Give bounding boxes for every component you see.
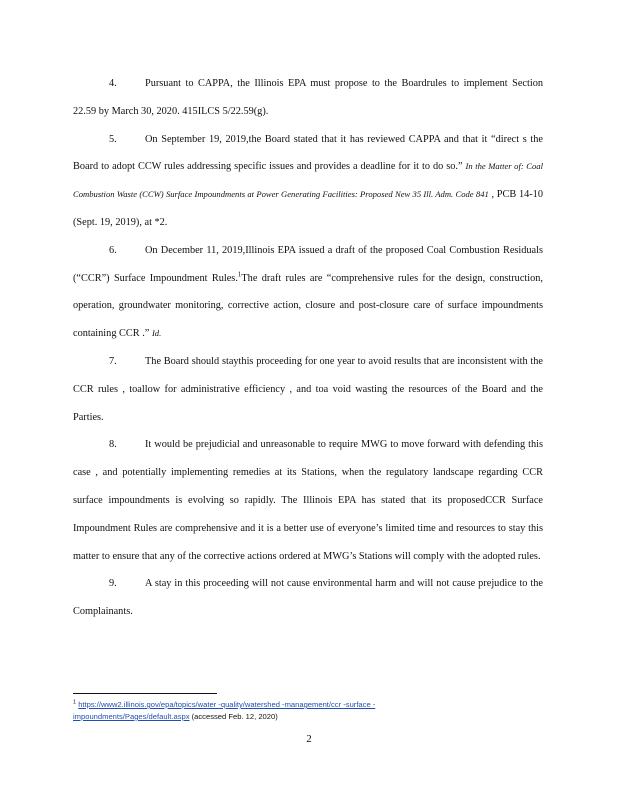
paragraph-text: On December 11, 2019,Illinois EPA issued a draft of the proposed Coal Combustion Residuals (“CCR”) Surface Impoundment Rules. [73,244,543,284]
footnote-reference[interactable]: 1 [237,270,242,279]
footnote-marker: 1 [73,699,77,706]
footnote [73,699,473,723]
case-citation: In the Matter of: Coal Combustion Waste (CCW) Surface Impoundments at Power Generating Facilities: Proposed New 35 Ill. Adm. Code 841 [73,161,543,200]
paragraph-text: It would be prejudicial and unreasonable to require MWG to move forward with defending this case , and potentially implementing remedies at its Stations, when the regulatory landscape regarding CCR surface impoundments is evolving so rapidly. The Illinois EPA has stated that its proposedCCR Surface Impoundment Rules are comprehensive and it is a better use of everyone’s limited time and resources to stay this matter to ensure that any of the corrective actions ordered at MWG’s Stations will comply with the adopted rules. [73,439,543,562]
footnote-separator [73,693,217,694]
paragraph-text: A stay in this proceeding will not cause environmental harm and will not cause prejudice to the Complainants. [73,578,543,618]
footnote-accessed-date: (accessed Feb. 12, 2020) [189,712,278,721]
paragraph-5 [73,126,543,237]
footnote-link[interactable]: https://www2.illinois.gov/epa/topics/water -quality/watershed -management/ccr -surface -impoundments/Pages/default.aspx [73,700,376,721]
paragraph-text: Pursuant to CAPPA, the Illinois EPA must propose to the Boardrules to implement Section 22.59 by March 30, 2020. 415ILCS 5/22.59(g). [73,78,543,117]
paragraph-number: 4. [109,78,117,89]
paragraph-6 [73,237,543,348]
paragraph-number: 5. [109,133,117,145]
paragraph-text-continued: , PCB 14-10 (Sept. 19, 2019), at *2. [73,189,543,228]
paragraph-number: 9. [109,578,117,590]
paragraph-9 [73,570,543,626]
paragraph-text: The Board should staythis proceeding for one year to avoid results that are inconsistent with the CCR rules , toallow for administrative efficiency , and toa void wasting the resources of the Board and the Parties. [73,355,543,423]
paragraph-7 [73,348,543,431]
paragraph-text-continued: The draft rules are “comprehensive rules for the design, construction, operation, groundwater monitoring, corrective action, closure and post-closure care of surface impoundments containing CCR .” [73,272,543,340]
paragraph-8 [73,431,543,570]
page-number: 2 [306,733,312,745]
id-citation: Id. [151,328,162,339]
paragraph-4 [73,70,543,126]
paragraph-number: 6. [109,244,117,256]
paragraph-number: 7. [109,355,117,367]
document-body [73,70,543,626]
paragraph-text: On September 19, 2019,the Board stated that it has reviewed CAPPA and that it “direct s the Board to adopt CCW rules addressing specific issues and provides a deadline for it to do so.” [73,133,543,173]
paragraph-number: 8. [109,439,117,451]
